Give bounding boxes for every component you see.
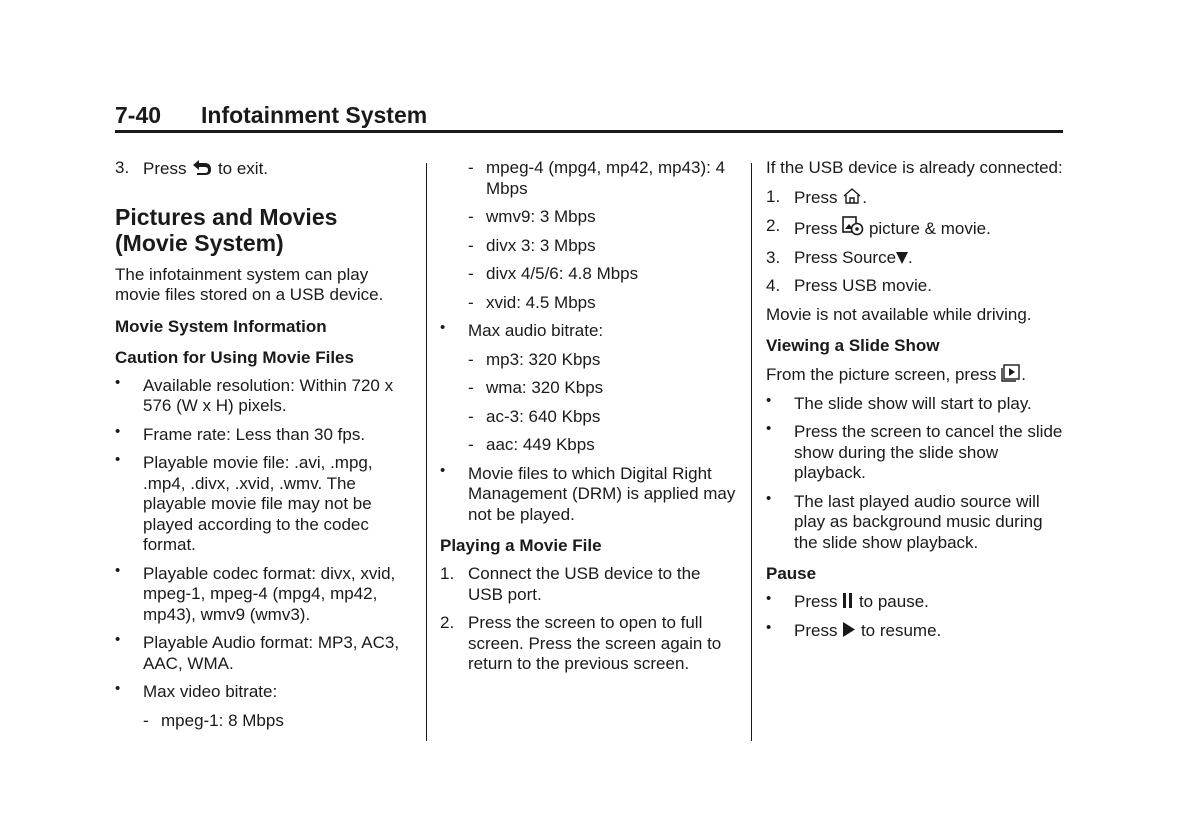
bullet-item bbox=[115, 422, 415, 446]
step-item bbox=[766, 216, 1066, 240]
step-number: 2. bbox=[766, 216, 781, 235]
bullet-text: Frame rate: Less than 30 fps. bbox=[143, 424, 366, 444]
step-number: 3. bbox=[766, 247, 781, 267]
bullet-text: Playable Audio format: MP3, AC3, AAC, WMA. bbox=[143, 633, 400, 673]
page-header bbox=[115, 100, 1063, 133]
instruction-text: . bbox=[1021, 365, 1026, 384]
step-text: . bbox=[862, 187, 867, 207]
sub-item bbox=[468, 378, 740, 399]
bullet-marker: • bbox=[766, 391, 772, 409]
back-arrow-icon bbox=[191, 158, 213, 176]
column-3 bbox=[766, 158, 1066, 649]
bullet-text: to pause. bbox=[858, 592, 929, 611]
sub-item-text: wma: 320 Kbps bbox=[486, 378, 604, 397]
sub-item bbox=[468, 407, 740, 428]
step-item bbox=[766, 276, 1066, 297]
subheading: Viewing a Slide Show bbox=[766, 336, 940, 355]
sub-item-text: wmv9: 3 Mbps bbox=[486, 207, 596, 226]
bullet-item bbox=[766, 422, 1066, 484]
bullet-text: The last played audio source will play as background music during the slide show playback. bbox=[794, 491, 1043, 552]
bullet-marker: • bbox=[115, 422, 121, 440]
step-item bbox=[115, 158, 415, 180]
bullet-marker: • bbox=[766, 489, 772, 507]
sub-item-text: ac-3: 640 Kbps bbox=[486, 406, 601, 426]
bullet-marker: • bbox=[115, 373, 121, 391]
home-icon bbox=[842, 187, 862, 205]
dash-marker: - bbox=[468, 207, 474, 226]
step-number: 1. bbox=[766, 186, 781, 206]
step-number: 3. bbox=[115, 158, 130, 177]
picture-movie-icon bbox=[842, 216, 864, 236]
bullet-marker: • bbox=[766, 618, 772, 636]
sub-item-text: mp3: 320 Kbps bbox=[486, 349, 601, 369]
dash-marker: - bbox=[468, 378, 474, 397]
step-text: Press the screen to open to full screen. Press the screen again to return to the previous screen. bbox=[468, 613, 722, 673]
step-text: Press bbox=[143, 159, 187, 178]
step-text: . bbox=[908, 247, 913, 267]
bullet-text: Available resolution: Within 720 x 576 (W x H) pixels. bbox=[143, 375, 394, 415]
sub-item-text: aac: 449 Kbps bbox=[486, 435, 595, 454]
dash-marker: - bbox=[468, 158, 474, 177]
bullet-item bbox=[766, 489, 1066, 554]
down-triangle-icon bbox=[896, 251, 908, 265]
dash-marker: - bbox=[468, 264, 474, 283]
intro-paragraph: The infotainment system can play movie files stored on a USB device. bbox=[115, 264, 384, 304]
bullet-item bbox=[440, 321, 740, 342]
sub-item bbox=[468, 207, 740, 228]
bullet-text: Movie files to which Digital Right Management (DRM) is applied may not be played. bbox=[468, 463, 736, 524]
bullet-item bbox=[115, 373, 415, 417]
dash-marker: - bbox=[468, 349, 474, 369]
step-text: picture & movie. bbox=[868, 219, 991, 238]
bullet-item bbox=[115, 561, 415, 626]
subheading: Pause bbox=[766, 564, 817, 583]
page-number: 7-40 bbox=[115, 102, 162, 128]
section-title: Infotainment System bbox=[201, 102, 428, 128]
bullet-text: Press bbox=[794, 620, 838, 640]
bullet-marker: • bbox=[115, 680, 121, 697]
sub-item bbox=[468, 158, 740, 199]
bullet-text: Playable movie file: .avi, .mpg, .mp4, .divx, .xvid, .wmv. The playable movie file may not be played according to the codec format. bbox=[143, 453, 373, 554]
subheading: Playing a Movie File bbox=[440, 536, 602, 555]
intro-paragraph: If the USB device is already connected: bbox=[766, 158, 1063, 177]
bullet-item bbox=[115, 682, 415, 703]
sub-item-text: divx 3: 3 Mbps bbox=[486, 235, 596, 255]
instruction-text: From the picture screen, press bbox=[766, 365, 997, 384]
bullet-marker: • bbox=[115, 451, 121, 468]
dash-marker: - bbox=[468, 406, 474, 426]
bullet-text: The slide show will start to play. bbox=[794, 393, 1032, 413]
step-item bbox=[766, 248, 1066, 269]
column-divider bbox=[751, 163, 752, 741]
bullet-marker: • bbox=[766, 420, 772, 437]
bullet-marker: • bbox=[115, 561, 121, 579]
bullet-text: Max video bitrate: bbox=[143, 682, 278, 701]
step-item bbox=[440, 564, 740, 605]
sub-item bbox=[468, 236, 740, 257]
sub-item-text: divx 4/5/6: 4.8 Mbps bbox=[486, 264, 639, 283]
bullet-text: Press bbox=[794, 592, 838, 611]
bullet-text: Press the screen to cancel the slide show during the slide show playback. bbox=[794, 422, 1063, 482]
bullet-text: Max audio bitrate: bbox=[468, 321, 604, 340]
sub-item bbox=[468, 293, 740, 314]
play-icon bbox=[842, 621, 856, 638]
step-text: to exit. bbox=[217, 159, 269, 178]
bullet-text: Playable codec format: divx, xvid, mpeg-1, mpeg-4 (mpg4, mp42, mp43), wmv9 (wmv3). bbox=[143, 563, 396, 624]
note-paragraph: Movie is not available while driving. bbox=[766, 304, 1032, 324]
bullet-marker: • bbox=[440, 319, 446, 336]
bullet-marker: • bbox=[766, 590, 772, 607]
bullet-text: to resume. bbox=[860, 620, 942, 640]
bullet-marker: • bbox=[115, 631, 121, 648]
step-number: 1. bbox=[440, 564, 455, 583]
bullet-item bbox=[766, 592, 1066, 613]
bullet-item bbox=[440, 461, 740, 526]
subheading: Caution for Using Movie Files bbox=[115, 347, 354, 367]
step-item bbox=[766, 187, 1066, 209]
step-text: Connect the USB device to the USB port. bbox=[468, 564, 701, 604]
dash-marker: - bbox=[468, 292, 474, 312]
bullet-item bbox=[115, 633, 415, 674]
step-text: Press Source bbox=[794, 247, 897, 267]
subheading: Movie System Information bbox=[115, 316, 327, 336]
sub-item bbox=[468, 350, 740, 371]
section-heading: Pictures and Movies (Movie System) bbox=[115, 203, 338, 256]
sub-item bbox=[143, 711, 415, 732]
step-text: Press USB movie. bbox=[794, 276, 932, 295]
dash-marker: - bbox=[468, 235, 474, 255]
column-divider bbox=[426, 163, 427, 741]
bullet-marker: • bbox=[440, 461, 446, 479]
bullet-item bbox=[766, 618, 1066, 642]
bullet-item bbox=[766, 391, 1066, 415]
step-number: 4. bbox=[766, 276, 781, 295]
sub-item-text: mpeg-4 (mpg4, mp42, mp43): 4 Mbps bbox=[486, 158, 726, 198]
step-number: 2. bbox=[440, 613, 455, 632]
dash-marker: - bbox=[143, 710, 149, 730]
column-1 bbox=[115, 158, 415, 739]
bullet-item bbox=[115, 453, 415, 556]
sub-item-text: xvid: 4.5 Mbps bbox=[486, 292, 596, 312]
slideshow-play-icon bbox=[1001, 364, 1021, 382]
dash-marker: - bbox=[468, 435, 474, 454]
sub-item bbox=[468, 435, 740, 456]
step-text: Press bbox=[794, 219, 838, 238]
step-item bbox=[440, 613, 740, 675]
sub-item bbox=[468, 264, 740, 285]
pause-icon bbox=[842, 592, 854, 609]
step-text: Press bbox=[794, 187, 838, 207]
column-2 bbox=[440, 158, 740, 683]
instruction-paragraph bbox=[766, 364, 1066, 386]
sub-item-text: mpeg-1: 8 Mbps bbox=[161, 710, 284, 730]
